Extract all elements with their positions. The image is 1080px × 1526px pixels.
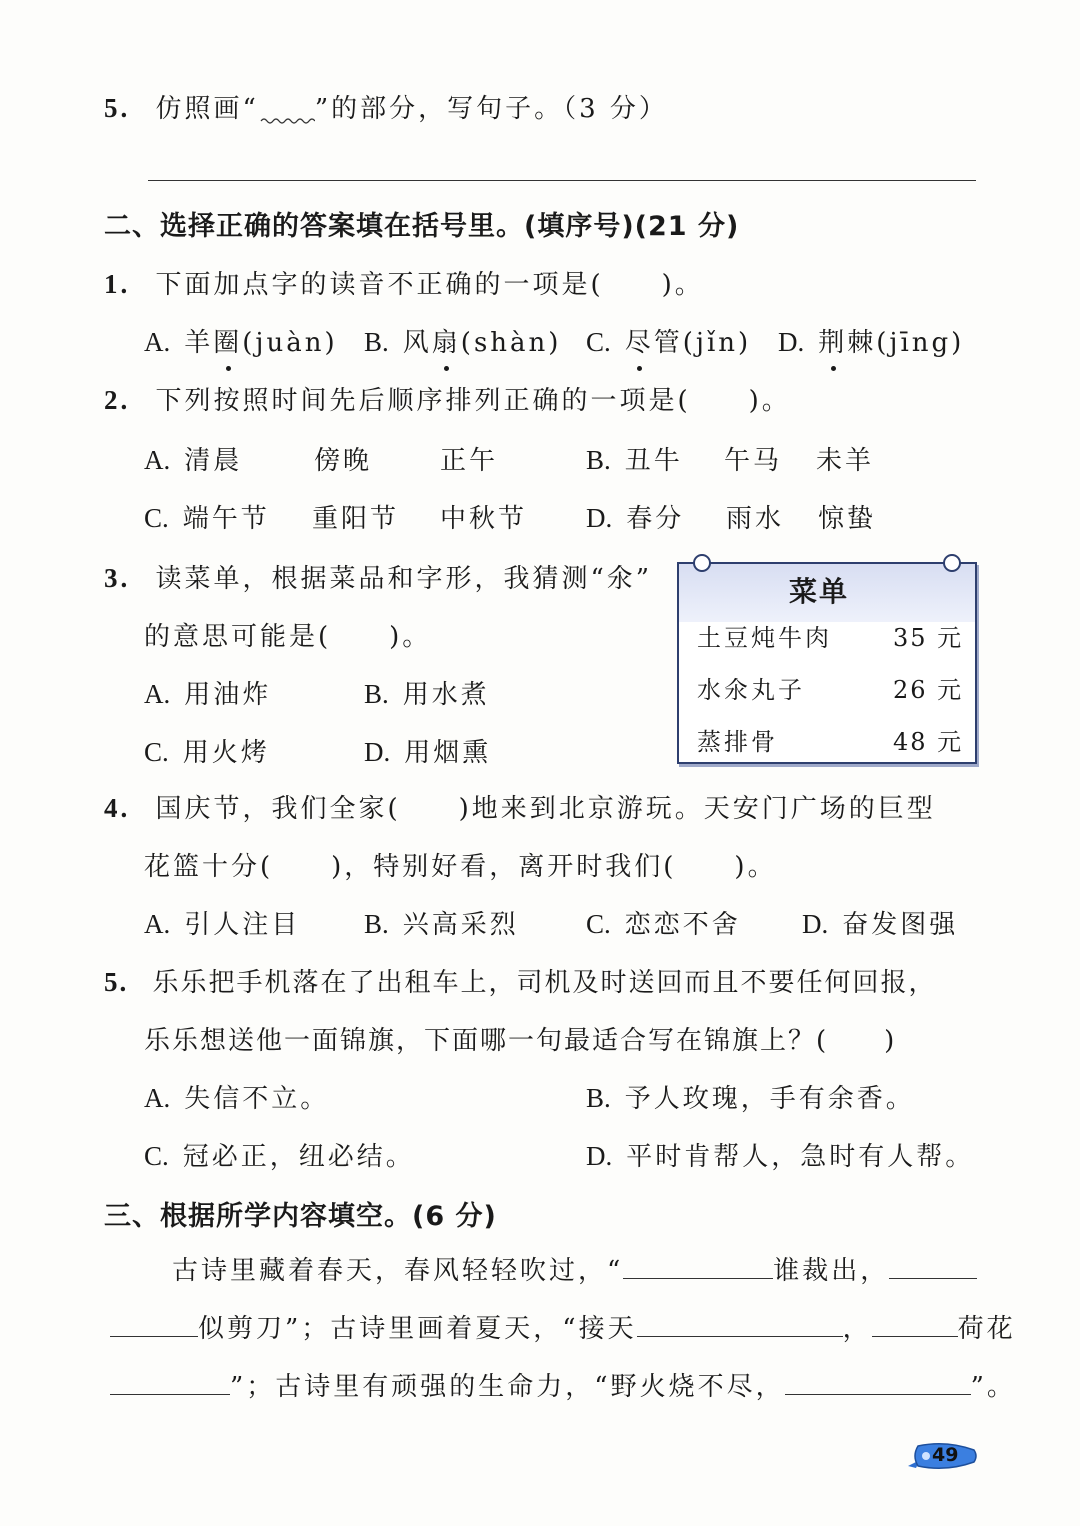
blank-1[interactable] [623, 1252, 773, 1279]
q4-option-c[interactable]: C. 恋恋不舍 [586, 909, 741, 940]
q5-option-a[interactable]: A. 失信不立。 [144, 1083, 330, 1114]
menu-price: 35 元 [893, 624, 964, 652]
menu-dish: 蒸排骨 [697, 728, 778, 756]
q2-stem: 下列按照时间先后顺序排列正确的一项是( )。 [155, 386, 791, 416]
answer-line[interactable] [148, 180, 976, 181]
pin-icon [693, 554, 711, 572]
q2-option-c-item: 中秋节 [440, 504, 528, 534]
blank-6[interactable] [110, 1368, 230, 1395]
q1-stem: 下面加点字的读音不正确的一项是( )。 [155, 270, 704, 300]
section-3-title: 三、根据所学内容填空。(6 分) [104, 1201, 497, 1232]
q1-option-c[interactable]: C. 尽管(jǐn) [586, 322, 751, 359]
q5-stem-line [104, 962, 937, 999]
menu-price: 48 元 [893, 728, 964, 756]
q5-option-b[interactable]: B. 予人玫瑰，手有余香。 [586, 1083, 915, 1114]
blank-3[interactable] [110, 1310, 198, 1337]
menu-price: 26 元 [893, 676, 964, 704]
q5-line-1: 乐乐把手机落在了出租车上，司机及时送回而且不要任何回报， [152, 968, 937, 998]
q1-option-a[interactable]: A. 羊圈(juàn) [144, 322, 338, 359]
q5-top-text-after: ”的部分，写句子。（3 分） [314, 94, 668, 124]
page-number: 49 [932, 1444, 959, 1466]
q2-option-b-item: 未羊 [816, 446, 875, 476]
q4-line-1: 国庆节，我们全家( )地来到北京游玩。天安门广场的巨型 [155, 794, 936, 824]
fill-line-1: 古诗里藏着春天，春风轻轻吹过，“ 谁裁出， [172, 1250, 977, 1287]
pin-icon [943, 554, 961, 572]
wavy-underline-icon [259, 103, 315, 125]
q2-option-c[interactable]: C. 端午节 [144, 503, 270, 534]
menu-dish: 土豆炖牛肉 [697, 624, 832, 652]
question-number: 4. [104, 793, 131, 823]
blank-5[interactable] [872, 1310, 958, 1337]
q3-option-a[interactable]: A. 用油炸 [144, 679, 272, 710]
q2-stem-line [104, 380, 791, 417]
q3-option-c[interactable]: C. 用火烤 [144, 737, 270, 768]
q2-option-a-item: 傍晚 [314, 446, 373, 476]
menu-card [677, 562, 977, 764]
q1-option-b[interactable]: B. 风扇(shàn) [364, 322, 561, 359]
q2-option-d-item: 雨水 [726, 504, 785, 534]
q3-option-d[interactable]: D. 用烟熏 [364, 737, 492, 768]
menu-title: 菜单 [789, 575, 850, 608]
blank-7[interactable] [785, 1368, 971, 1395]
question-number: 2. [104, 385, 131, 415]
q5-top-line [104, 88, 668, 125]
q2-option-d[interactable]: D. 春分 [586, 503, 685, 534]
q3-stem-1: 读菜单，根据菜品和字形，我猜测“氽” [155, 564, 653, 594]
menu-dish: 水氽丸子 [697, 676, 805, 704]
q2-option-a[interactable]: A. 清晨 [144, 445, 243, 476]
blank-2[interactable] [889, 1252, 977, 1279]
q2-option-a-item: 正午 [440, 446, 499, 476]
q4-stem-line [104, 788, 936, 825]
q4-option-d[interactable]: D. 奋发图强 [802, 909, 959, 940]
question-number: 5. [104, 93, 131, 123]
q4-option-b[interactable]: B. 兴高采烈 [364, 909, 519, 940]
q2-option-c-item: 重阳节 [312, 504, 400, 534]
q3-stem-2: 的意思可能是( )。 [144, 622, 432, 652]
q3-option-b[interactable]: B. 用水煮 [364, 679, 490, 710]
fill-line-2: 似剪刀”；古诗里画着夏天，“接天 ， 荷花 [110, 1308, 1016, 1345]
question-number: 1. [104, 269, 131, 299]
q1-stem-line [104, 264, 704, 301]
q1-option-d[interactable]: D. 荆棘(jīng) [778, 322, 964, 359]
fill-line-3: ”；古诗里有顽强的生命力，“野火烧不尽， ”。 [110, 1366, 1016, 1403]
section-2-title: 二、选择正确的答案填在括号里。(填序号)(21 分) [104, 211, 740, 242]
question-number: 5. [104, 967, 129, 997]
q3-stem-line [104, 558, 652, 595]
q5-option-d[interactable]: D. 平时肯帮人，急时有人帮。 [586, 1141, 975, 1172]
q4-line-2: 花篮十分( )，特别好看，离开时我们( )。 [144, 852, 777, 882]
question-number: 3. [104, 563, 131, 593]
q5-option-c[interactable]: C. 冠必正，纽必结。 [144, 1141, 415, 1172]
q2-option-b[interactable]: B. 丑牛 [586, 445, 683, 476]
q5-line-2: 乐乐想送他一面锦旗，下面哪一句最适合写在锦旗上？( ) [144, 1026, 897, 1056]
q4-option-a[interactable]: A. 引人注目 [144, 909, 301, 940]
page-number-badge [902, 1440, 978, 1472]
q2-option-d-item: 惊蛰 [818, 504, 877, 534]
q2-option-b-item: 午马 [724, 446, 783, 476]
q5-top-text-before: 仿照画“ [155, 94, 259, 124]
blank-4[interactable] [637, 1310, 843, 1337]
